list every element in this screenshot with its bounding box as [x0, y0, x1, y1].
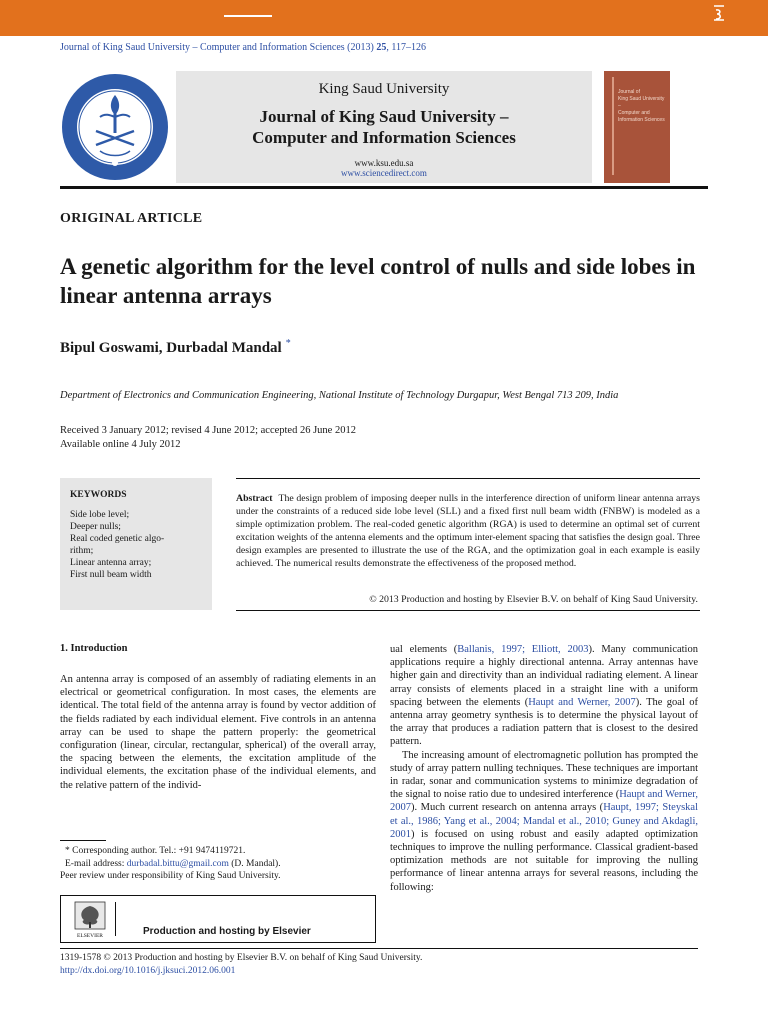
journal-cover-image: [604, 71, 670, 183]
journal-title: [176, 106, 592, 148]
active-tab-indicator[interactable]: [224, 15, 272, 17]
production-hosting-text: Production and hosting by Elsevier: [143, 926, 311, 937]
article-title: A genetic algorithm for the level control of nulls and side lobes in linear antenna arrays: [60, 254, 696, 308]
keyword-item: Side lobe level;: [70, 510, 130, 520]
keywords-box: [60, 478, 212, 610]
paragraph-text: ). Many communication applications require a highly directional antenna. Array antennas have higher gain and directivity than an individual radiating element. A linear array consists of elements placed in a straight line with a uniform spacing between the elements (: [390, 644, 698, 708]
cover-text: [618, 89, 668, 124]
cover-text-line: Computer and: [618, 110, 650, 116]
keyword-item: First null beam width: [70, 570, 152, 580]
journal-citation-line[interactable]: [60, 42, 426, 53]
elsevier-divider: [115, 902, 116, 936]
keywords-heading: KEYWORDS: [70, 490, 127, 500]
email-label: E-mail address:: [65, 858, 125, 869]
abstract-copyright: © 2013 Production and hosting by Elsevier B.V. on behalf of King Saud University.: [369, 594, 698, 605]
sciencedirect-url-link[interactable]: www.sciencedirect.com: [341, 168, 427, 178]
keyword-item: Linear antenna array;: [70, 558, 152, 568]
corresponding-author-note: * Corresponding author. Tel.: +91 9474119721.: [65, 846, 246, 856]
email-suffix: (D. Mandal).: [231, 858, 281, 869]
available-online-date: Available online 4 July 2012: [60, 439, 181, 450]
paragraph-text: The increasing amount of electromagnetic pollution has prompted the study of array pattern nulling techniques. These techniques are important in radar, sonar and communication systems to minimize degradation of the signal to noise ratio due to undesired interference (: [390, 749, 698, 801]
document-menu-icon[interactable]: [712, 4, 726, 22]
journal-masthead: [176, 71, 592, 183]
abstract-bottom-rule: [236, 610, 700, 611]
abstract-block: [236, 492, 700, 570]
received-dates: Received 3 January 2012; revised 4 June 2012; accepted 26 June 2012: [60, 425, 356, 436]
citation-link[interactable]: Haupt and Werner, 2007: [390, 789, 698, 814]
email-link[interactable]: durbadal.bittu@gmail.com: [126, 858, 229, 869]
paragraph-text: ). The goal of antenna array geometry synthesis is to determine the physical layout of the array that produces a radiation pattern that is closest to the desired pattern.: [390, 696, 698, 748]
intro-column-left: [60, 673, 376, 792]
cover-text-line: Journal of: [618, 89, 640, 95]
university-name: King Saud University: [318, 81, 450, 97]
abstract-top-rule: [236, 478, 700, 479]
peer-review-note: Peer review under responsibility of King Saud University.: [60, 871, 281, 881]
keyword-item: Real coded genetic algo-: [70, 534, 165, 544]
article-type-label: ORIGINAL ARTICLE: [60, 211, 203, 226]
corresponding-author-marker[interactable]: *: [285, 338, 291, 349]
keywords-list: [70, 509, 200, 581]
journal-pages: , 117–126: [386, 42, 426, 53]
footnote-text: Corresponding author. Tel.: +91 9474119721.: [72, 846, 246, 856]
king-saud-university-seal-icon: [60, 71, 170, 183]
footnote-block: [60, 845, 376, 883]
top-toolbar: [0, 0, 768, 36]
keyword-item: Deeper nulls;: [70, 522, 121, 532]
article-dates: [60, 424, 356, 452]
keyword-item: rithm;: [70, 546, 94, 556]
intro-paragraph: [390, 749, 698, 894]
journal-name: Journal of King Saud University – Computer and Information Sciences (2013): [60, 42, 374, 53]
intro-paragraph: An antenna array is composed of an assembly of radiating elements in an electrical or geometrical configuration. In most cases, the elements are identical. The total field of the antenna array is found by vector addition of the fields radiated by each individual element. Five controls in an antenna array can be used to shape the pattern properly: the geometrical configuration (linear, circular, rectangular, spherical) of the overall array, the spacing between the elements, the excitation amplitude of the individual elements, the excitation phase of the individual elements, and the relative pattern of the individ-: [60, 674, 376, 791]
citation-link[interactable]: Ballanis, 1997; Elliott, 2003: [457, 644, 589, 655]
abstract-text: The design problem of imposing deeper nulls in the interference direction of uniform linear antenna arrays under the constraints of a reduced side lobe level (SLL) and a fixed first null beam width (FNBW) is modeled as a simple optimization problem. The real-coded genetic algorithm (RGA) is used to determine an optimal set of current excitation weights of the antenna elements and the optimum inter-element spacing that satisfies the design goal. Three design examples are presented to illustrate the use of the RGA, and the optimization goal in each example is easily achieved. The numerical results demonstrate the effectiveness of the proposed method.: [236, 493, 700, 569]
cover-spine: [612, 77, 614, 175]
author-list: [60, 338, 291, 357]
authors-text: Bipul Goswami, Durbadal Mandal: [60, 340, 282, 356]
header-rule: [60, 186, 708, 189]
email-note: [60, 858, 376, 871]
elsevier-box: [60, 895, 376, 943]
journal-title-line1: Journal of King Saud University –: [259, 107, 509, 126]
cover-text-line: Information Sciences: [618, 117, 665, 123]
paragraph-text: ual elements (: [390, 644, 458, 655]
elsevier-logo-text: ELSEVIER: [77, 933, 103, 939]
abstract-heading: Abstract: [236, 493, 273, 504]
intro-column-right: [390, 643, 698, 894]
paragraph-text: ) is focused on using robust and easily adapted optimization techniques to improve the nulling performance. Classical gradient-based optimization methods are not suitable for improving the nulling performance of linear antenna arrays for several reasons, including the following:: [390, 828, 698, 893]
introduction-heading: 1. Introduction: [60, 643, 128, 654]
footer-rule: [60, 948, 698, 949]
citation-link[interactable]: Haupt and Werner, 2007: [528, 696, 636, 708]
author-affiliation: Department of Electronics and Communication Engineering, National Institute of Technology Durgapur, West Bengal 713 209, India: [60, 390, 619, 401]
ksu-url-link[interactable]: www.ksu.edu.sa: [354, 158, 414, 168]
elsevier-tree-logo-icon: [69, 900, 111, 940]
paragraph-text: ). Much current research on antenna arrays (: [411, 802, 604, 814]
footnote-rule: [60, 840, 106, 841]
footer-info: [60, 952, 422, 978]
journal-volume: 25: [376, 42, 387, 53]
issn-copyright: 1319-1578 © 2013 Production and hosting by Elsevier B.V. on behalf of King Saud University.: [60, 953, 423, 963]
citation-link[interactable]: Haupt, 1997; Steyskal et al., 1986; Yang et al., 2004; Mandal et al., 2010; Guney and Akdagli, 2001: [390, 802, 698, 840]
cover-text-line: King Saud University –: [618, 96, 665, 109]
doi-link[interactable]: http://dx.doi.org/10.1016/j.jksuci.2012.06.001: [60, 966, 236, 976]
journal-title-line2: Computer and Information Sciences: [252, 128, 516, 147]
intro-paragraph: [390, 643, 698, 749]
